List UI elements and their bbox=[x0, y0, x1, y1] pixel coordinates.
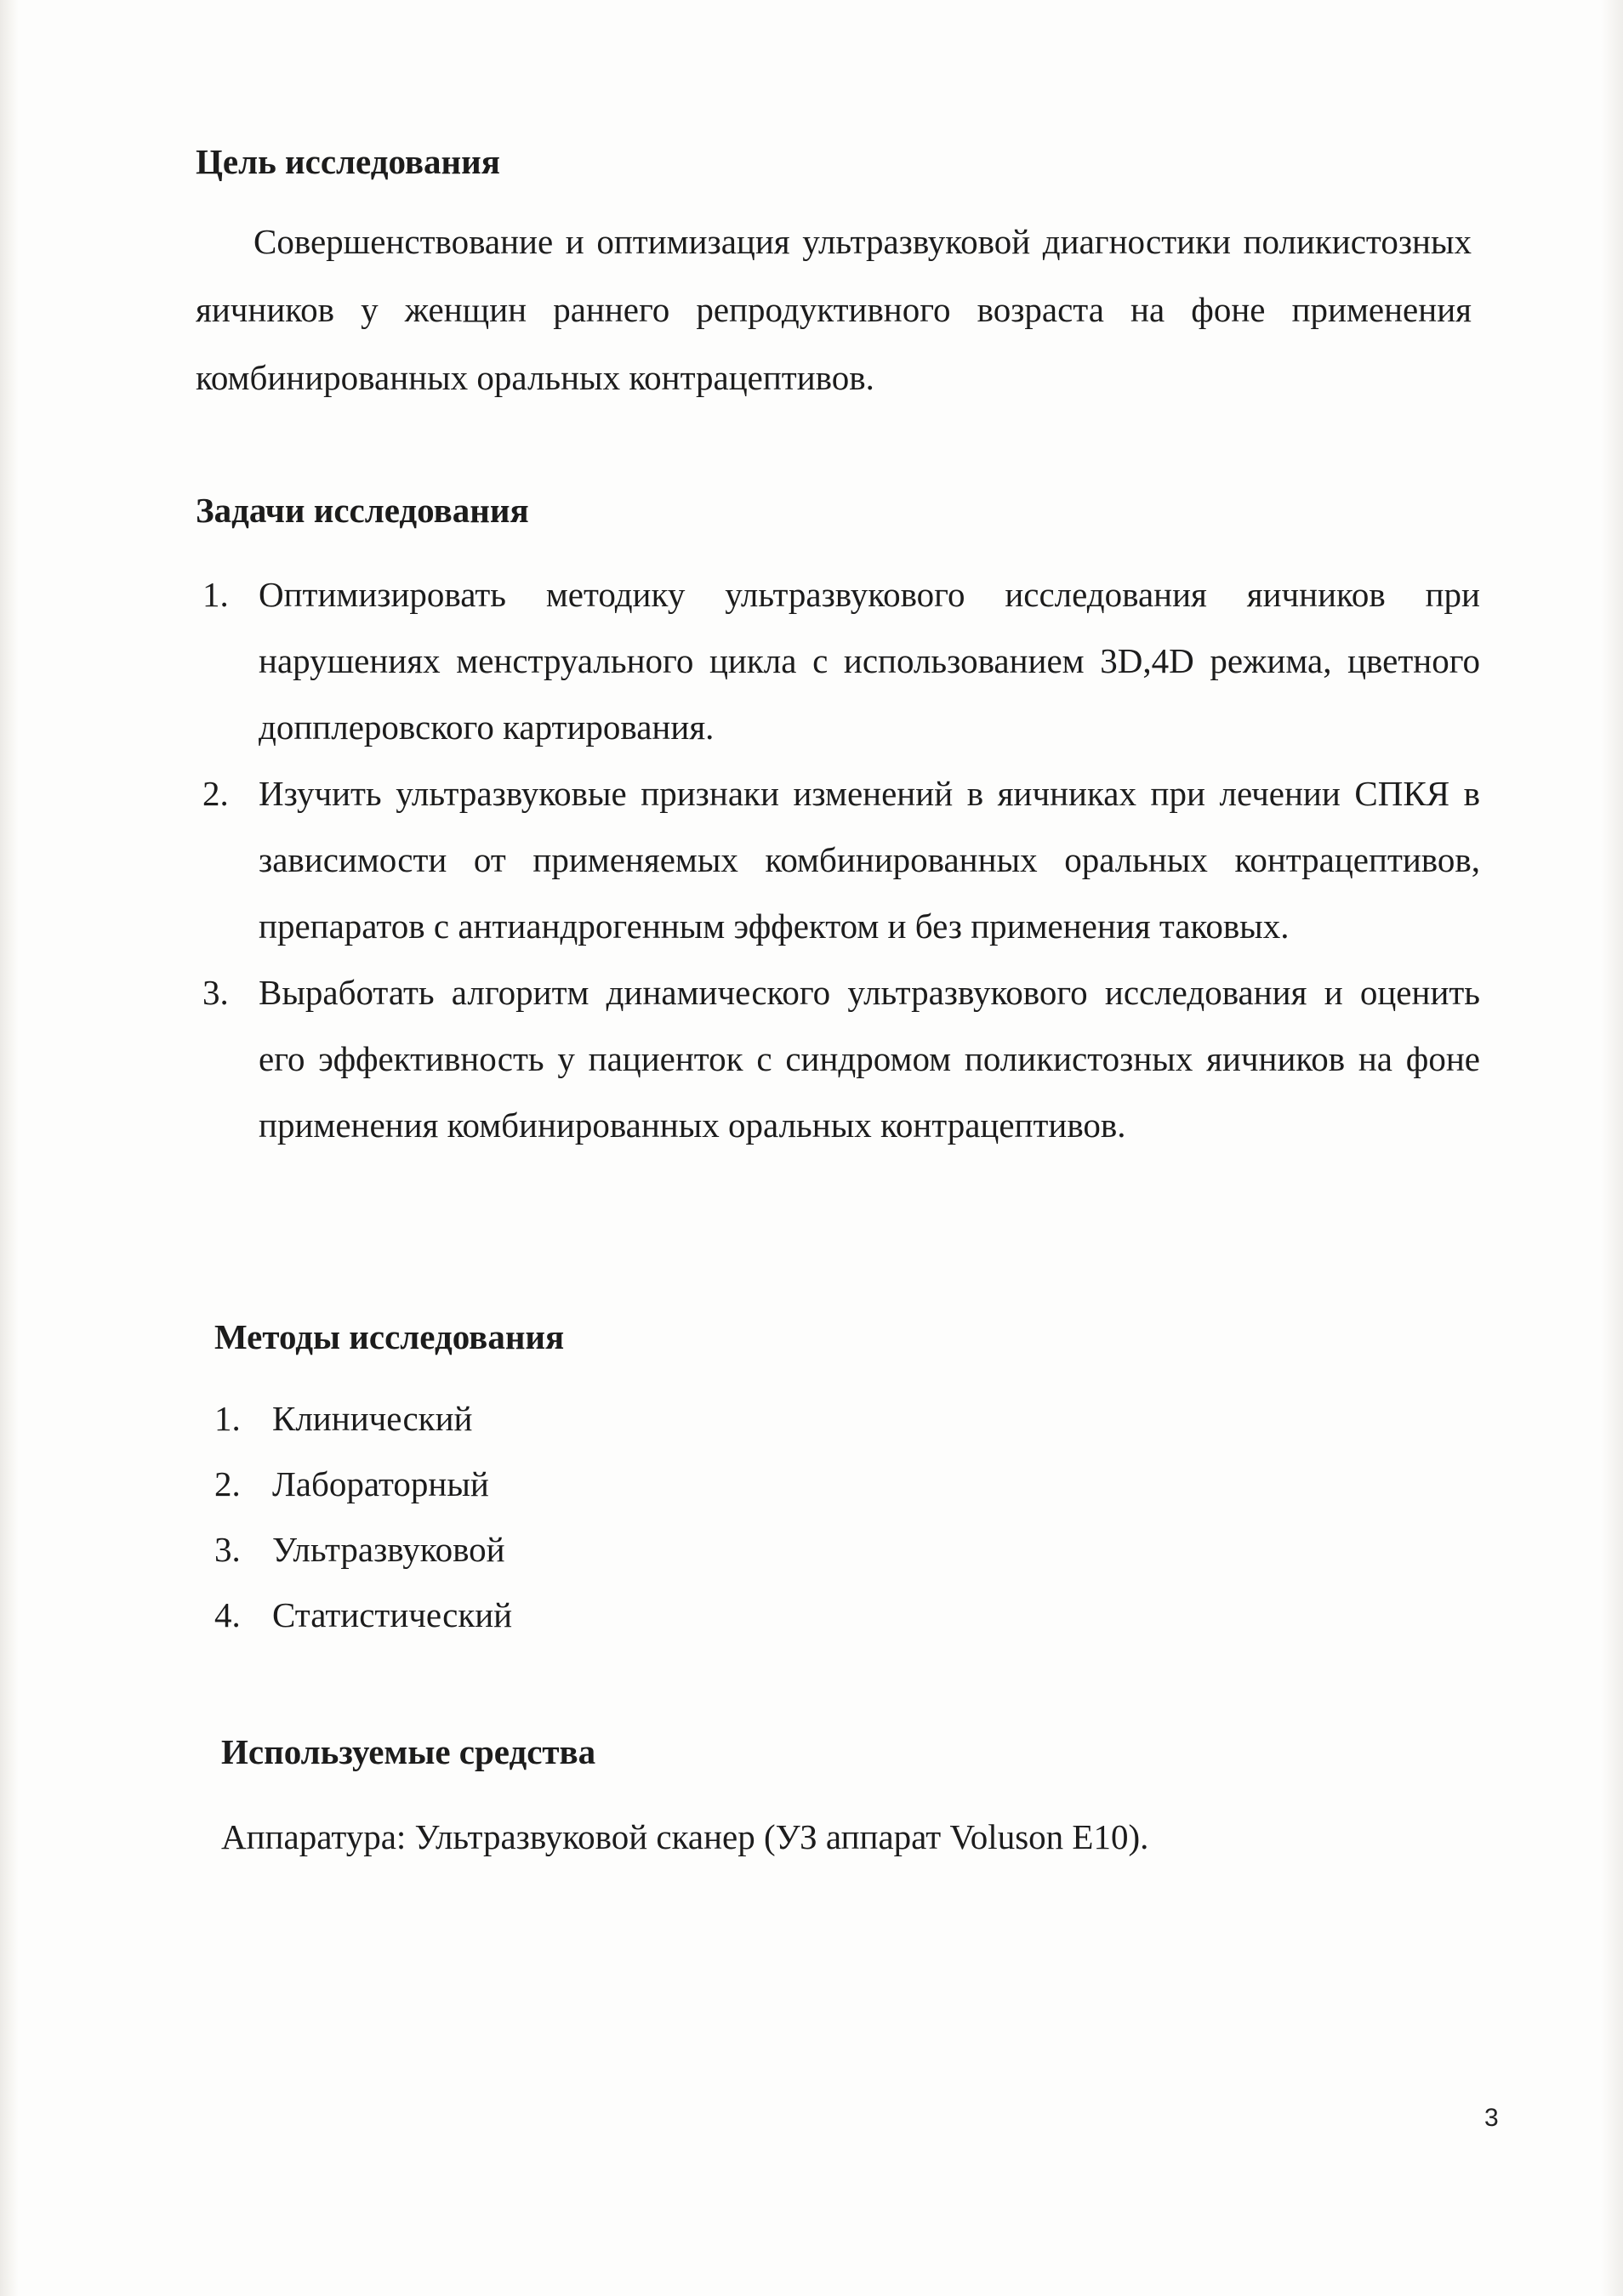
method-number: 2. bbox=[214, 1464, 241, 1503]
method-text: Статистический bbox=[272, 1595, 513, 1634]
method-item bbox=[214, 1452, 512, 1517]
task-text: Выработать алгоритм динамического ультразвукового исследования и оценить его эффективность у пациенток с синдромом поликистозных яичников на фоне применения комбинированных оральных контрацептивов. bbox=[259, 973, 1480, 1145]
method-text: Ультразвуковой bbox=[272, 1530, 505, 1569]
task-item bbox=[196, 561, 1480, 760]
method-item bbox=[214, 1583, 512, 1648]
means-heading: Используемые средства bbox=[221, 1732, 596, 1771]
task-number: 3. bbox=[202, 973, 229, 1012]
task-item bbox=[196, 959, 1480, 1158]
method-item bbox=[214, 1517, 512, 1583]
method-item bbox=[214, 1386, 512, 1452]
methods-heading: Методы исследования bbox=[214, 1317, 565, 1356]
goal-paragraph: Совершенствование и оптимизация ультразвуковой диагностики поликистозных яичников у женщин раннего репродуктивного возраста на фоне применения комбинированных оральных контрацептивов. bbox=[196, 222, 1472, 397]
method-text: Клинический bbox=[272, 1399, 473, 1438]
page-number: 3 bbox=[1484, 2104, 1499, 2132]
method-number: 1. bbox=[214, 1399, 241, 1438]
method-text: Лабораторный bbox=[272, 1464, 489, 1503]
task-item bbox=[196, 760, 1480, 959]
goal-heading: Цель исследования bbox=[196, 142, 500, 181]
methods-list bbox=[214, 1386, 512, 1648]
tasks-list bbox=[196, 561, 1480, 1158]
means-paragraph: Аппаратура: Ультразвуковой сканер (УЗ аппарат Voluson E10). bbox=[221, 1817, 1149, 1856]
task-text: Изучить ультразвуковые признаки изменений в яичниках при лечении СПКЯ в зависимости от применяемых комбинированных оральных контрацептивов, препаратов с антиандрогенным эффектом и без применения таковых. bbox=[259, 774, 1480, 946]
task-number: 2. bbox=[202, 774, 229, 813]
scan-edge-left bbox=[0, 0, 19, 2296]
method-number: 4. bbox=[214, 1595, 241, 1634]
task-number: 1. bbox=[202, 575, 229, 614]
method-number: 3. bbox=[214, 1530, 241, 1569]
scan-edge-right bbox=[1601, 0, 1623, 2296]
task-text: Оптимизировать методику ультразвукового исследования яичников при нарушениях менструального цикла с использованием 3D,4D режима, цветного допплеровского картирования. bbox=[259, 575, 1480, 747]
tasks-heading: Задачи исследования bbox=[196, 491, 529, 530]
